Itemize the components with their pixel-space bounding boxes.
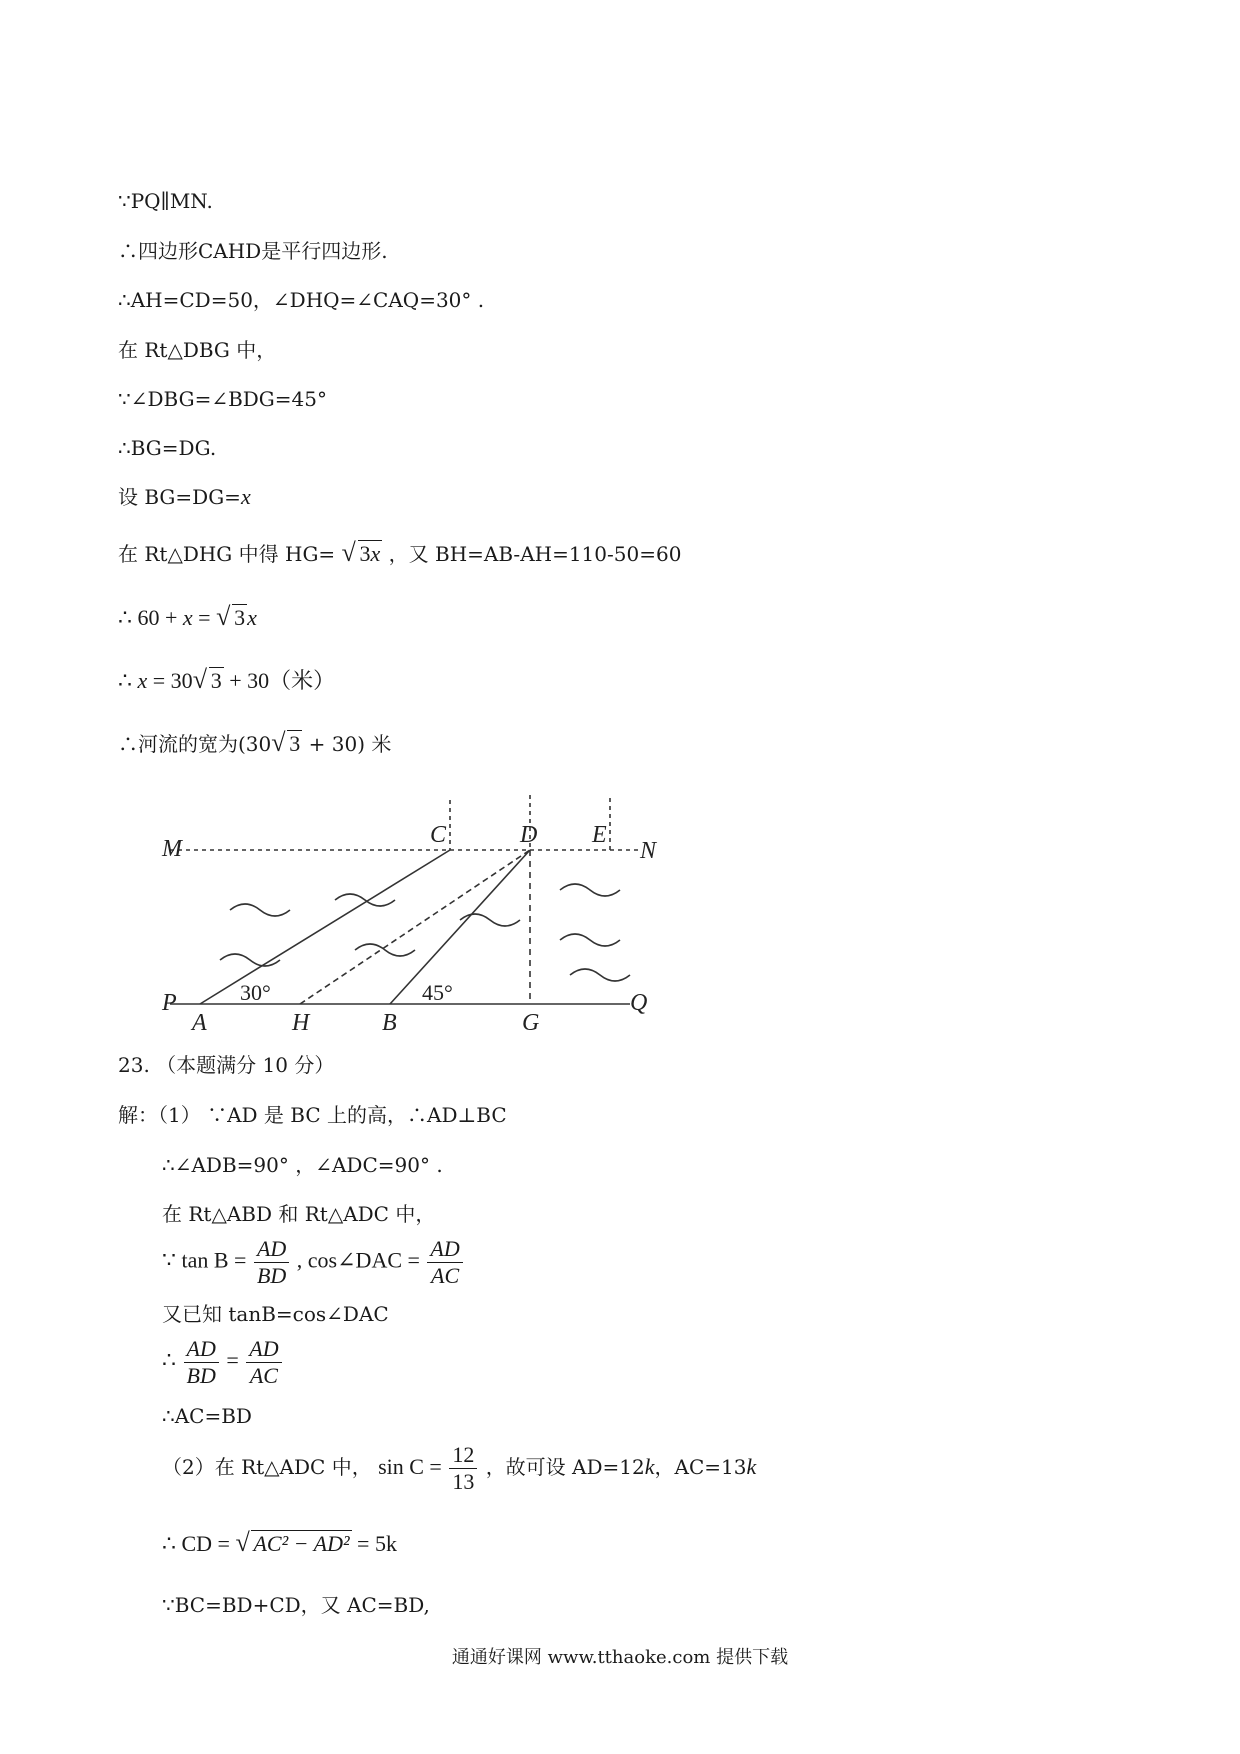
line-solution	[118, 667, 335, 694]
label-g: G	[522, 1010, 540, 1030]
frac3-num: AD	[246, 1336, 281, 1363]
sqrt-ac-ad-radicand: AC² − AD²	[253, 1531, 350, 1556]
wave-8	[460, 914, 520, 926]
sol-plus-30: + 30（米）	[223, 668, 336, 693]
label-angle-30: 30°	[240, 980, 271, 1005]
sol-cos-text: , cos∠DAC =	[296, 1247, 426, 1273]
sol-sinc: sin C =	[378, 1454, 448, 1479]
frac3-den: AC	[249, 1363, 278, 1388]
sol-eq-equals: =	[226, 1347, 245, 1373]
label-q: Q	[630, 990, 648, 1016]
frac-ad-bd-2	[184, 1336, 219, 1389]
label-m: M	[162, 836, 182, 862]
sol-part2-text-b: ，故可设 AD=12	[485, 1455, 645, 1479]
river-sqrt-3: √ 3	[271, 728, 301, 757]
sol-ac-bd: ∴AC=BD	[162, 1404, 252, 1428]
label-a: A	[192, 1010, 207, 1030]
page-footer: 通通好课网 www.tthaoke.com 提供下载	[451, 1647, 789, 1668]
line-rt-dbg: 在 Rt△DBG 中，	[118, 338, 277, 362]
line-hg-text-b: ，又 BH=AB-AH=110-50=60	[388, 542, 682, 566]
sol-part2-text-c: ，AC=13	[654, 1455, 747, 1479]
sol-bc: ∵BC=BD+CD，又 AC=BD,	[162, 1593, 430, 1617]
frac2-den: BD	[186, 1363, 216, 1388]
sol-part2-text-a: （2）在 Rt△ADC 中，	[162, 1455, 372, 1479]
sqrt-ac-ad: √ AC² − AD²	[235, 1528, 350, 1557]
wave-6	[560, 934, 620, 946]
wave-4	[355, 944, 415, 956]
river-text-b: + 30) 米	[302, 732, 392, 756]
line-ah-cd: ∴AH=CD=50，∠DHQ=∠CAQ=30° .	[118, 288, 485, 312]
sol-tan-text: ∵ tan B =	[162, 1247, 252, 1273]
question-23-heading: 23. （本题满分 10 分）	[118, 1053, 335, 1077]
sol-right-angles: ∴∠ADB=90° ，∠ADC=90° .	[162, 1153, 443, 1177]
eq-var-x2: x	[247, 605, 257, 630]
eq-sqrt-3: √ 3	[216, 602, 246, 631]
line-bg-dg: ∴BG=DG.	[118, 436, 217, 460]
label-p: P	[162, 990, 177, 1016]
sol-equal-fractions	[162, 1336, 284, 1389]
label-angle-45: 45°	[422, 980, 453, 1005]
wave-1	[230, 904, 290, 916]
label-c: C	[430, 822, 447, 848]
river-figure	[160, 790, 680, 1030]
var-k-2: k	[746, 1454, 757, 1479]
line-set-x-text: 设 BG=DG=	[118, 485, 241, 509]
frac-12-13	[449, 1442, 477, 1495]
wave-2	[335, 894, 395, 906]
sol-var-x: x	[137, 668, 148, 693]
label-n: N	[640, 838, 657, 864]
frac2-num: AD	[184, 1336, 219, 1363]
line-river-width	[118, 730, 391, 757]
segment-ac	[200, 850, 450, 1004]
sol-rt-triangles: 在 Rt△ABD 和 Rt△ADC 中，	[162, 1202, 436, 1226]
frac-13: 13	[452, 1469, 475, 1494]
line-hg-text-a: 在 Rt△DHG 中得 HG=	[118, 542, 336, 566]
sqrt-var-x: x	[370, 541, 381, 566]
eq-left: ∴ 60 +	[118, 605, 183, 630]
label-h: H	[292, 1010, 310, 1030]
sol-tan-cos	[162, 1236, 465, 1289]
frac-ad-ac-2	[246, 1336, 281, 1389]
sol-part2	[162, 1442, 756, 1495]
frac-ad-bd	[254, 1236, 289, 1289]
line-equation	[118, 604, 257, 631]
sol-radicand: 3	[210, 668, 222, 693]
frac-ad-ac-num: AD	[427, 1236, 462, 1263]
sqrt-3x: √ 3x	[341, 538, 381, 567]
wave-7	[570, 969, 630, 981]
frac-12: 12	[449, 1442, 477, 1469]
eq-var-x: x	[182, 605, 193, 630]
sol-eq-therefore: ∴	[162, 1347, 182, 1373]
sol-30: = 30	[147, 668, 193, 693]
frac-ad-ac	[427, 1236, 462, 1289]
river-text-a: ∴河流的宽为(30	[118, 732, 272, 756]
sol-known: 又已知 tanB=cos∠DAC	[162, 1302, 389, 1326]
line-angle-45: ∵∠DBG=∠BDG=45°	[118, 387, 327, 411]
label-d: D	[520, 822, 538, 848]
frac-ad-bd-num: AD	[254, 1236, 289, 1263]
var-x: x	[240, 484, 251, 509]
sol-part1-intro: 解：（1） ∵AD 是 BC 上的高，∴AD⊥BC	[118, 1103, 507, 1127]
sol-cd-text: ∴ CD =	[162, 1531, 236, 1556]
eq-equals: =	[192, 605, 217, 630]
line-set-x	[118, 484, 251, 510]
segment-hd	[300, 850, 530, 1004]
label-b: B	[382, 1010, 397, 1030]
frac-ad-bd-den: BD	[256, 1263, 287, 1288]
sol-cd-result: = 5k	[357, 1531, 397, 1556]
line-hg	[118, 540, 681, 567]
frac-ad-ac-den: AC	[431, 1263, 460, 1288]
eq-radicand: 3	[234, 605, 246, 630]
label-e: E	[592, 822, 607, 848]
sol-sqrt-3: √ 3	[192, 665, 222, 694]
sol-cd	[162, 1530, 397, 1557]
line-parallel: ∵PQ∥MN.	[118, 189, 213, 213]
sqrt-radicand-3: 3	[359, 541, 371, 566]
sol-therefore: ∴	[118, 668, 138, 693]
wave-5	[560, 884, 620, 896]
var-k-1: k	[644, 1454, 655, 1479]
line-parallelogram: ∴四边形CAHD是平行四边形.	[118, 239, 388, 263]
river-radicand: 3	[289, 731, 301, 756]
